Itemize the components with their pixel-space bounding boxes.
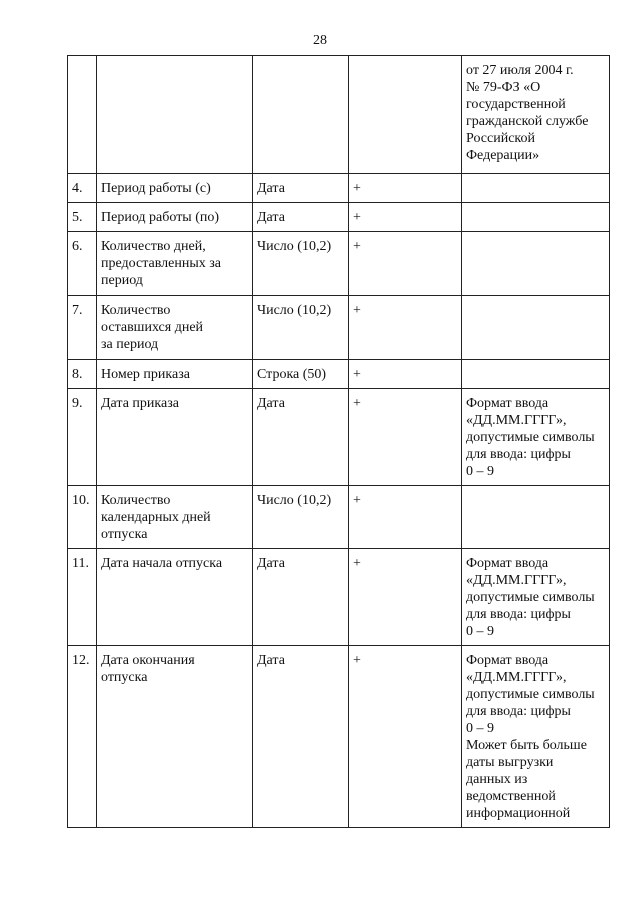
field-note: Формат ввода «ДД.ММ.ГГГГ», допустимые символы для ввода: цифры 0 – 9 [462, 389, 610, 486]
field-note: от 27 июля 2004 г. № 79-ФЗ «О государственной гражданской службе Российской Федерации» [462, 56, 610, 174]
row-number: 8. [68, 360, 97, 389]
row-number: 4. [68, 174, 97, 203]
field-name: Номер приказа [97, 360, 253, 389]
table-row [68, 174, 610, 203]
table-row [68, 486, 610, 549]
field-name: Период работы (с) [97, 174, 253, 203]
field-note [462, 203, 610, 232]
field-note [462, 174, 610, 203]
page-number: 28 [313, 33, 327, 48]
required-mark: + [349, 174, 462, 203]
required-mark: + [349, 549, 462, 646]
field-type [253, 56, 349, 174]
table-row [68, 646, 610, 828]
field-name [97, 56, 253, 174]
field-name: Дата приказа [97, 389, 253, 486]
required-mark: + [349, 486, 462, 549]
field-name: Количество календарных дней отпуска [97, 486, 253, 549]
table-row [68, 549, 610, 646]
field-note [462, 296, 610, 360]
field-name: Количество дней, предоставленных за период [97, 232, 253, 296]
row-number: 10. [68, 486, 97, 549]
required-mark: + [349, 360, 462, 389]
field-type: Дата [253, 203, 349, 232]
field-type: Дата [253, 389, 349, 486]
field-note: Формат ввода «ДД.ММ.ГГГГ», допустимые символы для ввода: цифры 0 – 9 Может быть больше даты выгрузки данных из ведомственной информационной [462, 646, 610, 828]
field-type: Дата [253, 646, 349, 828]
required-mark: + [349, 203, 462, 232]
required-mark [349, 56, 462, 174]
required-mark: + [349, 646, 462, 828]
field-type: Число (10,2) [253, 296, 349, 360]
row-number: 6. [68, 232, 97, 296]
required-mark: + [349, 296, 462, 360]
field-type: Дата [253, 174, 349, 203]
row-number: 7. [68, 296, 97, 360]
field-table [67, 55, 610, 828]
table-row [68, 389, 610, 486]
table-row [68, 56, 610, 174]
required-mark: + [349, 389, 462, 486]
field-name: Количество оставшихся дней за период [97, 296, 253, 360]
row-number [68, 56, 97, 174]
row-number: 9. [68, 389, 97, 486]
field-note [462, 360, 610, 389]
field-note: Формат ввода «ДД.ММ.ГГГГ», допустимые символы для ввода: цифры 0 – 9 [462, 549, 610, 646]
table-row [68, 232, 610, 296]
field-name: Период работы (по) [97, 203, 253, 232]
field-note [462, 486, 610, 549]
row-number: 11. [68, 549, 97, 646]
field-type: Число (10,2) [253, 232, 349, 296]
field-name: Дата начала отпуска [97, 549, 253, 646]
field-type: Дата [253, 549, 349, 646]
field-type: Строка (50) [253, 360, 349, 389]
row-number: 12. [68, 646, 97, 828]
field-type: Число (10,2) [253, 486, 349, 549]
table-row [68, 296, 610, 360]
field-name: Дата окончания отпуска [97, 646, 253, 828]
required-mark: + [349, 232, 462, 296]
field-note [462, 232, 610, 296]
row-number: 5. [68, 203, 97, 232]
table-row [68, 360, 610, 389]
table-row [68, 203, 610, 232]
